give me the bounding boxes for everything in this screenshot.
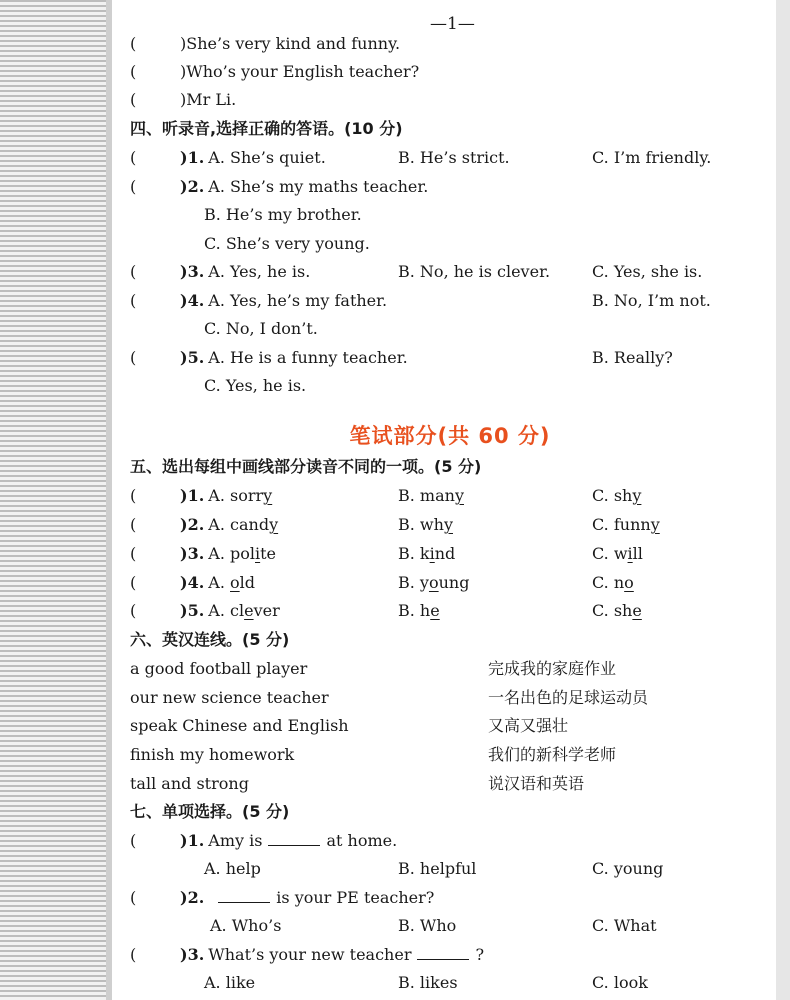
part6-heading: 六、英汉连线。(5 分) — [130, 630, 290, 649]
answer-line: ( )Who’s your English teacher? — [130, 58, 419, 86]
chinese-phrase[interactable]: 我们的新科学老师 — [488, 745, 617, 764]
question-row: ( )2. A. candy B. why C. funny — [130, 511, 770, 539]
fill-blank[interactable] — [218, 884, 270, 903]
question-row: ( )3. What’s your new teacher ? — [130, 941, 484, 969]
answer-line: ( )Mr Li. — [130, 86, 236, 114]
answer-blank[interactable]: ( — [130, 515, 137, 534]
question-row: ( )5. A. He is a funny teacher. B. Really? — [130, 344, 770, 372]
part5-heading: 五、选出每组中画线部分读音不同的一项。(5 分) — [130, 457, 482, 476]
page-number: —1— — [430, 14, 475, 34]
question-row: ( )1. A. She’s quiet. B. He’s strict. C. I’m friendly. — [130, 144, 770, 172]
question-row: ( )3. A. polite B. kind C. will — [130, 540, 770, 568]
question-row: ( )4. A. old B. young C. no — [130, 569, 770, 597]
answer-blank[interactable]: ( — [130, 262, 137, 281]
english-phrase[interactable]: finish my homework — [130, 745, 295, 764]
english-phrase[interactable]: tall and strong — [130, 774, 249, 793]
answer-blank[interactable]: ( — [130, 62, 137, 81]
question-row: ( )1. Amy is at home. — [130, 827, 397, 855]
option-line: C. She’s very young. — [204, 234, 370, 253]
fill-blank[interactable] — [268, 827, 320, 846]
english-phrase[interactable]: our new science teacher — [130, 688, 329, 707]
options-row: A. Who’s B. Who C. What — [210, 916, 657, 935]
chinese-phrase[interactable]: 一名出色的足球运动员 — [488, 688, 649, 707]
chinese-phrase[interactable]: 说汉语和英语 — [488, 774, 585, 793]
options-row: A. like B. likes C. look — [204, 973, 648, 992]
answer-blank[interactable]: ( — [130, 291, 137, 310]
chinese-phrase[interactable]: 完成我的家庭作业 — [488, 659, 617, 678]
left-striped-margin — [0, 0, 112, 1000]
answer-blank[interactable]: ( — [130, 945, 137, 964]
english-phrase[interactable]: speak Chinese and English — [130, 716, 349, 735]
answer-blank[interactable]: ( — [130, 90, 137, 109]
part4-heading: 四、听录音,选择正确的答语。(10 分) — [130, 119, 403, 138]
answer-line: ( )She’s very kind and funny. — [130, 30, 400, 58]
answer-blank[interactable]: ( — [130, 348, 137, 367]
options-row: A. help B. helpful C. young — [204, 859, 664, 878]
answer-blank[interactable]: ( — [130, 601, 137, 620]
question-row: ( )3. A. Yes, he is. B. No, he is clever. C. Yes, she is. — [130, 258, 770, 286]
answer-blank[interactable]: ( — [130, 177, 137, 196]
right-margin — [776, 0, 790, 1000]
answer-blank[interactable]: ( — [130, 148, 137, 167]
chinese-phrase[interactable]: 又高又强壮 — [488, 716, 569, 735]
option-line: B. He’s my brother. — [204, 205, 362, 224]
answer-blank[interactable]: ( — [130, 888, 137, 907]
english-phrase[interactable]: a good football player — [130, 659, 308, 678]
answer-blank[interactable]: ( — [130, 544, 137, 563]
answer-blank[interactable]: ( — [130, 831, 137, 850]
fill-blank[interactable] — [417, 941, 469, 960]
answer-blank[interactable]: ( — [130, 573, 137, 592]
written-section-title: 笔试部分(共 60 分) — [349, 424, 551, 448]
option-line: C. No, I don’t. — [204, 319, 318, 338]
question-row: ( )5. A. clever B. he C. she — [130, 597, 770, 625]
question-row: ( )2. A. She’s my maths teacher. — [130, 173, 428, 201]
option-line: C. Yes, he is. — [204, 376, 307, 395]
answer-blank[interactable]: ( — [130, 34, 137, 53]
question-row: ( )2. is your PE teacher? — [130, 884, 434, 912]
answer-blank[interactable]: ( — [130, 486, 137, 505]
question-row: ( )1. A. sorry B. many C. shy — [130, 482, 770, 510]
worksheet-page — [130, 0, 770, 1000]
question-row: ( )4. A. Yes, he’s my father. B. No, I’m not. — [130, 287, 770, 315]
part7-heading: 七、单项选择。(5 分) — [130, 802, 290, 821]
